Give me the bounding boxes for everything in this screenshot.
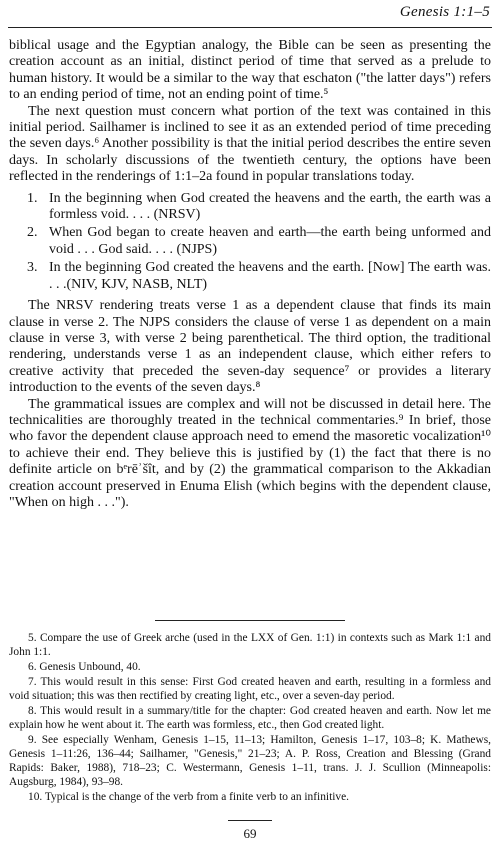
list-item <box>9 225 491 258</box>
list-text: In the beginning God created the heavens and the earth. [Now] The earth was. . . .(NIV, KJV, NASB, NLT) <box>49 260 491 292</box>
translation-list <box>9 191 491 293</box>
paragraph-1: biblical usage and the Egyptian analogy, the Bible can be seen as presenting the creation account as an initial, distinct period of time that served as a prelude to human history. It would be a similar to the way that eschaton ("the latter days") refers to an ending period of time, not an ending point of time.⁵ <box>9 38 491 103</box>
list-item <box>9 260 491 293</box>
footnote: 10. Typical is the change of the verb from a finite verb to an infinitive. <box>28 791 349 803</box>
list-number: 1. <box>27 190 38 206</box>
list-text: When God began to create heaven and earth—the earth being unformed and void . . . God said. . . . (NJPS) <box>49 225 491 257</box>
list-number: 3. <box>27 260 38 276</box>
page-number: 69 <box>243 826 257 841</box>
header-rule <box>8 27 492 28</box>
list-text: In the beginning when God created the heavens and the earth, the earth was a formless void. . . . (NRSV) <box>49 190 491 223</box>
footnote: 6. Genesis Unbound, 40. <box>28 661 141 673</box>
list-item <box>9 191 491 224</box>
footnotes <box>9 631 491 805</box>
main-text <box>9 38 491 511</box>
paragraph-4: The grammatical issues are complex and will not be discussed in detail here. The technicalities are thoroughly treated in the technical commentaries.⁹ In brief, those who favor the dependent clause approach need to emend the masoretic vocalization¹⁰ to achieve their end. They believe this is justified by (1) the fact that there is no definite article on bᵉrēʾšît, and by (2) the grammatical comparison to the Akkadian creation account preserved in Enuma Elish (which begins with the dependent clause, "When on high . . ."). <box>9 396 491 510</box>
paragraph-2: The next question must concern what portion of the text was contained in this initial period. Sailhamer is inclined to see it as an extended period of time preceding the seven days.⁶ Another possibility is that the initial period describes the entire seven days. In scholarly discussions of the twentieth century, the options have been reflected in the renderings of 1:1–2a found in popular translations today. <box>9 103 491 185</box>
footnote-rule <box>155 620 345 621</box>
footnote: 8. This would result in a summary/title for the chapter: God created heaven and earth. Now let me explain how he went about it. The earth was formless, etc., then God created light. <box>9 705 491 731</box>
footnote: 7. This would result in this sense: First God created heaven and earth, resulting in a formless and void situation; this was then rectified by creating light, etc., over a seven-day period. <box>9 676 491 702</box>
paragraph-3: The NRSV rendering treats verse 1 as a dependent clause that finds its main clause in verse 2. The NJPS considers the clause of verse 1 as dependent on a main clause in verse 3, with verse 2 being parenthetical. The third option, the traditional rendering, understands verse 1 as an independent clause, which either refers to creative activity that preceded the seven-day sequence⁷ or provides a literary introduction to the events of the seven days.⁸ <box>9 298 491 396</box>
footnote: 9. See especially Wenham, Genesis 1–15, 11–13; Hamilton, Genesis 1–17, 103–8; K. Mathews, Genesis 1–11:26, 136–44; Sailhamer, "Genesis," 21–23; A. P. Ross, Creation and Blessing (Grand Rapids: Baker, 1988), 718–23; C. Westermann, Genesis 1–11, trans. J. J. Scullion (Minneapolis: Augsburg, 1984), 93–98. <box>9 734 491 788</box>
running-head: Genesis 1:1–5 <box>399 4 490 20</box>
list-number: 2. <box>27 225 38 241</box>
footnote: 5. Compare the use of Greek arche (used in the LXX of Gen. 1:1) in contexts such as Mark 1:1 and John 1:1. <box>9 632 491 658</box>
page-number-rule <box>228 820 272 821</box>
